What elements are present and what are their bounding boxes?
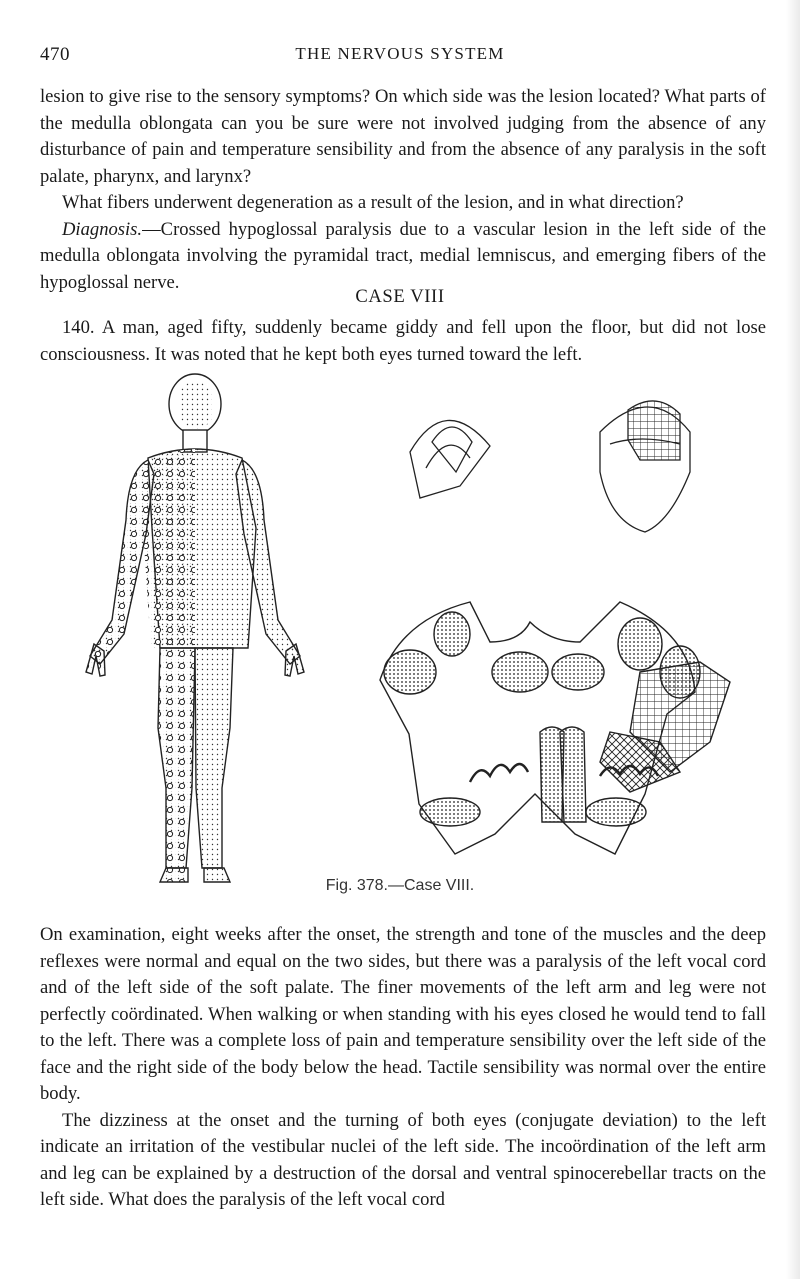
diagnosis-text: —Crossed hypoglossal paralysis due to a vascular lesion in the left side of the medulla oblongata involving the pyramidal tract, medial lemniscus, and emerging fibers of the hypoglossal nerve.: [40, 218, 766, 293]
upper-section-diagram: [410, 420, 490, 498]
fibers-question-paragraph: What fibers underwent degeneration as a result of the lesion, and in what direction?: [62, 192, 684, 213]
intro-paragraph: lesion to give rise to the sensory symptoms? On which side was the lesion located? What parts of the medulla oblongata can you be sure were not involved judging from the absence of any disturbance of pain and temperature sensibility and from the absence of any paralysis in the soft palate, pharynx, and larynx?: [40, 86, 766, 187]
dizziness-paragraph: The dizziness at the onset and the turning of both eyes (conjugate deviation) to the left indicate an irritation of the vestibular nuclei of the left side. The incoördination of the left arm and leg can be explained by a destruction of the dorsal and ventral spinocerebellar tracts on the left side. What does the paralysis of the left vocal cord: [40, 1109, 766, 1210]
medulla-cross-section: [380, 602, 730, 854]
case-paragraph: 140. A man, aged fifty, suddenly became giddy and fell upon the floor, but did not lose consciousness. It was noted that he kept both eyes turned toward the left.: [40, 317, 766, 365]
diagnosis-paragraph: [40, 217, 766, 297]
text-block-bottom: [40, 922, 766, 1214]
case-heading: CASE VIII: [355, 286, 445, 307]
page-edge-shadow: [786, 0, 800, 1279]
examination-paragraph: On examination, eight weeks after the onset, the strength and tone of the muscles and the deep reflexes were normal and equal on the two sides, but there was a paralysis of the left vocal cord and of the left side of the soft palate. The finer movements of the left arm and leg were not perfectly coördinated. When walking or when standing with his eyes closed he would tend to fall to the left. There was a complete loss of pain and temperature sensibility over the left side of the face and the right side of the body below the head. Tactile sensibility was normal over the entire body.: [40, 924, 766, 1104]
case-paragraph-block: [40, 315, 766, 368]
upper-right-section-diagram: [600, 401, 690, 532]
running-title: THE NERVOUS SYSTEM: [295, 44, 505, 63]
diagnosis-label: Diagnosis.: [62, 218, 143, 240]
figure-378-illustration: [80, 372, 770, 884]
figure-caption: Fig. 378.—Case VIII.: [325, 877, 475, 894]
body-sensory-diagram: [86, 374, 304, 882]
text-block-top: [40, 84, 766, 296]
page-number: 470: [40, 44, 70, 65]
